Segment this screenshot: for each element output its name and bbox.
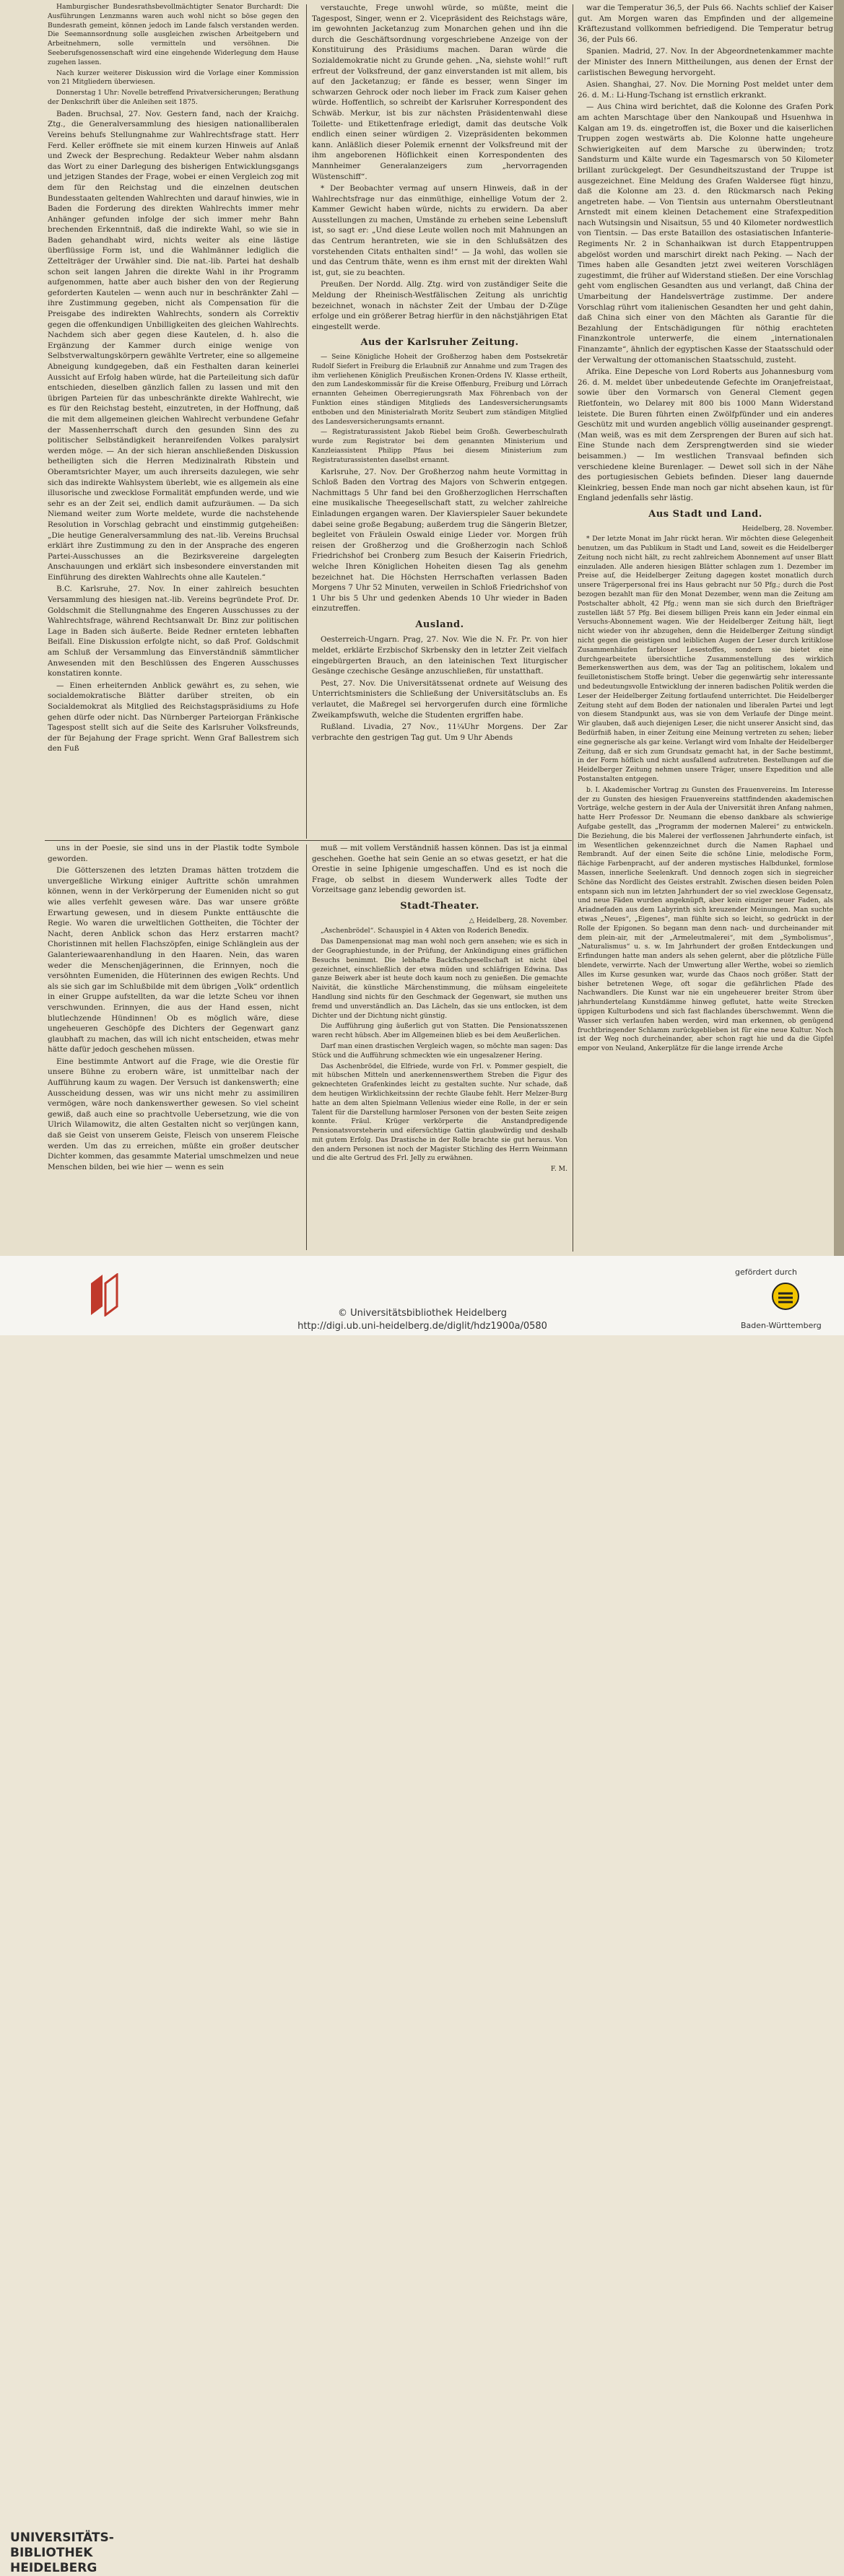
paragraph: Darf man einen drastischen Vergleich wagen, so möchte man sagen: Das Stück und die Aufführung schmeckten wie ein ungesalzener Hering. bbox=[312, 1042, 567, 1060]
section-heading: Aus der Karlsruher Zeitung. bbox=[360, 337, 519, 349]
paragraph: Das Aschenbrödel, die Elfriede, wurde von Frl. v. Pommer gespielt, die mit hübschen Mitteln und anerkennenswerthem Streben die Figur des geknechteten Grafenkindes leicht zu gestalten suchte. Nur schade, daß dem heutigen Wirklichkeitssinn der rechte Glaube fehlt. Herr Melzer-Burg hatte an dem alten Spielmann Vellenius wieder eine Rolle, in der er sein Talent für die Darstellung harmloser Personen von der besten Seite zeigen konnte. Fräul. Krüger verkörperte die Anstandpredigende Pensionatsvorsteherin und eifersüchtige Gattin glaubwürdig und deshalb mit gutem Erfolg. Das Drastische in der Rolle brachte sie gut heraus. Von den andern Personen ist noch der Magister Stichling des Herrn Weinmann und die alte Gertrud des Frl. Jelly zu erwähnen. bbox=[312, 1062, 567, 1163]
paragraph: Nach kurzer weiterer Diskussion wird die Vorlage einer Kommission von 21 Mitgliedern überwiesen. bbox=[48, 69, 299, 87]
state-coat-of-arms-icon bbox=[771, 1282, 800, 1311]
paragraph: Eine bestimmte Antwort auf die Frage, wie die Orestie für unsere Bühne zu erobern wäre, ist unmittelbar nach der Aufführung kaum zu wagen. Der Versuch ist dankenswerth; eine Ausscheidung dessen, was wir uns nicht mehr zu assimiliren vermögen, wäre noch dankenswerther gewesen. So viel scheint gewiß, daß auch eine so prachtvolle Uebersetzung, wie die von Ulrich Wilamowitz, die alten Gestalten nicht so verjüngen kann, daß sie Geist von unserem Geiste, Fleisch von unserem Fleische werden. Um das zu erreichen, müßte ein großer deutscher Dichter kommen, das gesammte Material umschmelzen und neue Menschen bilden, bei wie hier — wenn es sein bbox=[48, 1057, 299, 1171]
paragraph: verstauchte, Frege unwohl würde, so müßte, meint die Tagespost, Singer, wenn er 2. Vicepräsident des Reichstags wäre, im gewohnten Jacketanzug zum Monarchen gehen und ihn die durch die Geschäftsordnung vorgeschriebene Anzeige von der Konstituirung des Präsidiums machen. Daran würde die Sozialdemokratie nicht zu Grunde gehen. „Na, siehste wohl!“ ruft erfreut der Volksfreund, der ganz einverstanden ist mit allem, bis auf den Jacketanzug; er fände es besser, wenn Singer im schwarzen Gehrock oder noch lieber im Frack zum Kaiser gehen würde. Hoffentlich, so schreibt der Karlsruher Korrespondent des Schwäb. Merkur, ist bis zur nächsten Präsidentenwahl diese Toilette- und Etikettenfrage erledigt, damit das deutsche Volk endlich einen seiner würdigen 2. Vizepräsidenten bekommen kann. Anläßlich dieser Polemik ernennt der Volksfreund mit der ihm angeborenen Höflichkeit einen Korrespondenten des Mannheimer Generalanzeigers zum „hervorragenden Wüstenschiff“. bbox=[312, 4, 567, 181]
paragraph: uns in der Poesie, sie sind uns in der Plastik todte Symbole geworden. bbox=[48, 844, 299, 863]
column-3 bbox=[578, 3, 833, 1259]
paragraph: b. I. Akademischer Vortrag zu Gunsten des Frauenvereins. Im Interesse der zu Gunsten des hiesigen Frauenvereins stattfindenden akademischen Vorträge, welche gestern in der Aula der Universität ihren Anfang nahmen, hatte Herr Professor Dr. Neumann die ebenso dankbare als schwierige Aufgabe gestellt, das „Programm der modernen Malerei“ zu entwickeln. Die Beziehung, die bis Malerei der verflossenen Jahrhunderte einfach, ist im Wesentlichen gekennzeichnet durch die Namen Raphael und Rembrandt. Auf der einen Seite die schöne Linie, melodische Form, flächige Farbenpracht, auf der anderen mystisches Halbdunkel, formlose Massen, innerliche Seelenkraft. Und dennoch zogen sich in siegreicher Schöne das Nordlicht des Geistes erstrahlt. Zwischen diesen beiden Polen entspann sich nun im letzten Jahrhundert der so viel zwecklose Gegensatz, und neue Fäden wurden angeknüpft, aber kein einziger neuer Faden, als Ariadnefaden aus dem Labyrinth sich kreuzender Meinungen. Man suchte etwas „Neues“, „Eigenes“, man fühlte sich so leicht, so gedrückt in der Rolle der Epigonen. So begann man denn nach- und durcheinander mit dem plein-air, mit der „Armeleutmalerei“, mit dem „Symbolismus“, „Naturalismus“ u. s. w. Im Jahrhundert der großen Entdeckungen und Erfindungen hatte man anders als sehen gelernt, aber die plötzliche Fülle blendete, verwirrte. Nach der Umwertung aller Werthe, wobei so ziemlich Alles im Kurse gesunken war, wurde das Chaos noch größer. Statt der bisher betretenen Wege, oft sogar die gefährlichen Pfade des Nachwandlers. Die Kunst war nie ein ungeheuerer breiter Strom über jahrhundertelang Kunstdämme hinweg geflutet, hatte weite Strecken üppigen Kulturbodens und sich fast flachlandes überschwemmt. Wenn die Wasser sich verlaufen haben werden, wird man erkennen, ob genügend fruchtbringender Schlamm zurückgeblieben ist für eine neue Kultur. Noch ist der Weg noch durcheinander, aber schon ragt hie und da die Gipfel empor von Neuland, Ankerplätze für die lange irrende Arche bbox=[578, 785, 833, 1053]
feuilleton-divider bbox=[45, 840, 572, 841]
library-logo-icon bbox=[87, 1273, 121, 1317]
page-edge bbox=[834, 0, 844, 1256]
newspaper-page bbox=[0, 0, 844, 1256]
section-heading: Stadt-Theater. bbox=[400, 900, 479, 912]
paragraph: — Aus China wird berichtet, daß die Kolonne des Grafen Pork am achten Marschtage über den Nankoupaß und Hsuenhwa in Kalgan am 19. ds. eingetroffen ist, die Boxer und die kaiserlichen Truppen zogen westwärts ab. Die Kolonne hatte ungeheure Schwierigkeiten auf dem Marsche zu überwinden; trotz Sandsturm und Kälte wurde ein Tagesmarsch von 50 Kilometer brillant zurückgelegt. Der Gesundheitszustand der Truppe ist ausgezeichnet. Eine Meldung des Grafen Waldersee fügt hinzu, daß die Kolonne am 23. d. den Rückmarsch nach Peking angetreten habe. — Von Tientsin aus unternahm Oberstleutnant Arnstedt mit einem kleinen Detachement eine Strafexpedition nach Wutsingsin und Nisaitsun, 55 und 40 Kilometer nordwestlich von Tientsin. — Das erste Bataillon des ostasiatischen Infanterie-Regiments Nr. 2 in Schanhaikwan ist durch Etappentruppen abgelöst worden und marschirt direkt nach Peking. — Nach der Times haben alle Gesandten jetzt zwei weiteren Vorschlägen zugestimmt, die früher auf Widerstand stießen. Der eine Vorschlag geht vom englischen Gesandten aus und verlangt, daß China der Umarbeitung der Handelsverträge zustimme. Der andere Vorschlag rührt vom italienischen Gesandten her und geht dahin, daß China sich einer von den Mächten als Garantie für die Bezahlung der Entschädigungen für nöthig erachteten Finanzkontrole unterwerfe, die einem „internationalen Finanzamte“, ähnlich der egyptischen Kasse der Staatsschuld oder der Verwaltung der ottomanischen Staatsschuld, zusteht. bbox=[578, 102, 833, 364]
funded-by-label: gefördert durch bbox=[735, 1267, 798, 1277]
paragraph: muß — mit vollem Verständniß hassen können. Das ist ja einmal geschehen. Goethe hat sein Genie an so etwas gesetzt, er hat die Orestie in seine Iphigenie umgeschaffen. Und es ist noch die Frage, ob selbst in diesem Wunderwerk alles Todte der Vorzeitsage ganz lebendig geworden ist. bbox=[312, 844, 567, 895]
paragraph: B.C. Karlsruhe, 27. Nov. In einer zahlreich besuchten Versammlung des hiesigen nat.-lib. Vereins begründete Prof. Dr. Goldschmit die Stellungnahme des Engeren Ausschusses zu der Wahlrechtsfrage, während Rechtsanwalt Dr. Binz zur politischen Lage in Baden sich äußerte. Beide Redner ernteten lebhaften Beifall. Eine Diskussion erfolgte nicht, so daß Prof. Goldschmit am Schluß der Versammlung das Einverständniß sämmtlicher Anwesenden mit den Beschlüssen des Engeren Ausschusses konstatiren konnte. bbox=[48, 585, 299, 678]
signature: F. M. bbox=[550, 1165, 567, 1174]
paragraph: Das Damenpensionat mag man wohl noch gern ansehen; wie es sich in der Geographiestunde, in der Prüfung, der Ankündigung eines gräflichen Besuchs benimmt. Die lebhafte Backfischgesellschaft ist nicht übel gezeichnet, einschließlich der etwa müden und schläfrigen Edwina. Das ganze Beiwerk aber ist heute doch kaum noch zu genießen. Die gemachte Naivität, die künstliche Märchenstimmung, die mühsam eingeleitete Handlung sind nichts für den Geschmack der Gegenwart, sie muthen uns fremd und unverständlich an. Das Lächeln, das sie uns entlocken, ist dem Dichter und der Dichtung nicht günstig. bbox=[312, 938, 567, 1020]
paragraph: Die Götterszenen des letzten Dramas hätten trotzdem die unvergeßliche Wirkung einiger Auftritte schön umrahmen können, wenn in der Verkörperung der Eumeniden nicht so gut wie alles verfehlt gewesen wäre. Das war unsere größte Erwartung gewesen, und in diesem Punkte enttäuschte die Regie. Wo waren die urweltlichen Gottheiten, die Töchter der Nacht, deren Anblick schon das Herz erstarren macht? Choristinnen mit hellen Flachszöpfen, einige Schlänglein aus der Galanteriewaarenhandlung in den Haaren. Nein, das waren weder die Menschenjägerinnen, die Erinnyen, noch die versöhnten Eumeniden, die Hüterinnen des ewigen Rechts. Und als sie sich gar im Schlußbilde mit dem übrigen „Volk“ ordentlich in einer Gruppe aufstellten, da war die letzte Scheu vor ihnen verschwunden. Erinnyen, die aus der Hand essen, nicht blutlechzende Hündinnen! Ob es möglich wäre, diese ungeheueren Geschöpfe des Dichters der Gegenwart ganz glaubhaft zu machen, das will ich nicht entscheiden, etwas mehr hätte dafür jedoch geschehen müssen. bbox=[48, 866, 299, 1055]
copyright: © Universitätsbibliothek Heidelberg bbox=[337, 1308, 507, 1319]
column-2 bbox=[312, 3, 567, 839]
paragraph: Preußen. Der Nordd. Allg. Ztg. wird von zuständiger Seite die Meldung der Rheinisch-Westfälischen Zeitung als unrichtig bezeichnet, wonach in nächster Zeit der Umbau der D-Züge erfolge und ein größerer Betrag hierfür in den nächstjährigen Etat eingestellt werde. bbox=[312, 280, 567, 331]
column-divider bbox=[306, 844, 307, 1250]
column-divider bbox=[306, 4, 307, 839]
library-logo-text: UNIVERSITÄTS- BIBLIOTHEK HEIDELBERG bbox=[10, 2531, 114, 2575]
paragraph: Oesterreich-Ungarn. Prag, 27. Nov. Wie die N. Fr. Pr. von hier meldet, erklärte Erzbischof Skrbensky den in letzter Zeit vielfach eingebürgerten Brauch, an den lateinischen Text liturgischer Gesänge czechische Gesänge anzuschließen, für unstatthaft. bbox=[312, 635, 567, 676]
paragraph: Afrika. Eine Depesche von Lord Roberts aus Johannesburg vom 26. d. M. meldet über unbedeutende Gefechte im Oranjefreistaat, sowie über den Vormarsch von General Clement gegen Rietfontein, wo Delarey mit 800 bis 1000 Mann Widerstand leistete. Die Buren führten einen Zwölfpfünder und ein anderes Geschütz mit und wurden angeblich völlig auseinander gesprengt. (Man weiß, was es mit dem Zersprengen der Buren auf sich hat. Eine Stunde nach dem Zersprengtwerden sind sie wieder beisammen.) — Im westlichen Transvaal befinden sich verschiedene kleine Burenlager. — Dewet soll sich in der Nähe des portugiesischen Gebiets befinden. Dieser lang dauernde Kleinkrieg, bessen Ende man noch gar nicht absehen kaun, ist für England jedenfalls sehr lästig. bbox=[578, 367, 833, 503]
column-1 bbox=[48, 3, 299, 839]
paragraph: — Einen erheiternden Anblick gewährt es, zu sehen, wie socialdemokratische Blätter darüber streiten, ob ein Socialdemokrat als Mitglied des Reichstagspräsidiums zu Hofe gehen dürfe oder nicht. Das Nürnberger Parteiorgan Fränkische Tagespost stellt sich auf die Seite des Karlsruher Volksfreunds, der für Bejahung der Frage spricht. Wenn Graf Ballestrem sich den Fuß bbox=[48, 681, 299, 754]
paragraph: Die Aufführung ging äußerlich gut von Statten. Die Pensionatsszenen waren recht hübsch. Aber im Allgemeinen blieb es bei dem Aeußerlichen. bbox=[312, 1022, 567, 1040]
paragraph: — Seine Königliche Hoheit der Großherzog haben dem Postsekretär Rudolf Siefert in Freiburg die Erlaubniß zur Annahme und zum Tragen des ihm verliehenen Königlich Preußischen Kronen-Ordens IV. Klasse ertheilt, den zum Landeskommissär für die Kreise Offenburg, Freiburg und Lörrach ernannten Geheimen Oberregierungsrath Max Föhrenbach von der Funktion eines ständigen Mitglieds des Landesversicherungsamts entboben und den Ministerialrath Moritz Seubert zum ständigen Mitglied des Landesversicherungsamts ernannt. bbox=[312, 353, 567, 426]
dateline: Heidelberg, 28. November. bbox=[741, 524, 833, 533]
permalink[interactable]: http://digi.ub.uni-heidelberg.de/diglit/hdz1900a/0580 bbox=[297, 1321, 547, 1332]
paragraph: — Registraturassistent Jakob Riebel beim Großh. Gewerbeschulrath wurde zum Registrator bei dem genannten Ministerium und Kanzleiassistent Philipp Pfaus bei diesem Ministerium zum Registraturassistenten daselbst ernannt. bbox=[312, 428, 567, 464]
section-heading: Aus Stadt und Land. bbox=[648, 508, 762, 520]
paragraph: „Aschenbrödel“. Schauspiel in 4 Akten von Roderich Benedix. bbox=[321, 927, 529, 935]
feuilleton-column-1 bbox=[48, 843, 299, 1251]
state-label: Baden-Württemberg bbox=[741, 1321, 822, 1330]
paragraph: war die Temperatur 36,5, der Puls 66. Nachts schlief der Kaiser gut. Am Morgen waren das Empfinden und der allgemeine Kräftezustand vollkommen befriedigend. Die Temperatur betrug 36, der Puls 66. bbox=[578, 4, 833, 44]
paragraph: * Der letzte Monat im Jahr rückt heran. Wir möchten diese Gelegenheit benutzen, um das Publikum in Stadt und Land, soweit es die Heidelberger Zeitung noch nicht hält, zu recht zahlreichem Abonnement auf unser Blatt einzuladen. Alle anderen hiesigen Blätter schlagen zum 1. Dezember im Preise auf, die Heidelberger Zeitung dagegen kostet monatlich durch unsere Trägerpersonal frei ins Haus gebracht nur 50 Pfg.; durch die Post bezogen bezahlt man für den Monat Dezember, wenn man die Zeitung am Postschalter abholt, 42 Pfg.; wenn man sie sich durch den Briefträger zustellen läßt 57 Pfg. Bei diesem billigen Preis kann ein Jeder einmal ein Versuchs-Abonnement wagen. Wie der Heidelberger Zeitung hält, liegt nicht wieder von ihr abzugehen, denn die Heidelberger Zeitung sündigt nicht gegen die geistigen und leiblichen Augen der Leser durch kritiklose Zusammenhäufen farbloser Lesestoffes, sondern sie bietet eine durchgearbeitete übersichtliche Zusammenstellung des wirklich Bemerkenswerthen aus dem, was der Tag an politischem, lokalem und feuilletonistischem Stoffe bringt. Ueber die gegenwärtig sehr interessante und bedeutungsvolle Entwicklung der inneren badischen Politik werden die Leser der Heidelberger Zeitung fortlaufend unterrichtet. Die Heidelberger Zeitung steht auf dem Boden der nationalen und liberalen Partei und legt von diesem Standpunkt aus, was sie von dem Verlaufe der Dinge meint. Wir glauben, daß auch diejenigen Leser, die nicht unserer Ansicht sind, das Bedürfniß haben, in einer Zeitung eine Meinung vertreten zu sehen; lieber eine gegnerische als gar keine. Verlangt wird vom Inhalte der Heidelberger Zeitung, daß er sich zum Grundsatz gemacht hat, in der Sache bestimmt, in der Form höflich und nicht ausfallend aufzutreten. Bestellungen auf die Heidelberger Zeitung nehmen unsere Träger, unsere Expedition und alle Postanstalten entgegen. bbox=[578, 535, 833, 784]
paragraph: * Der Beobachter vermag auf unsern Hinweis, daß in der Wahlrechtsfrage nur das einmüthige, einhellige Votum der 2. Kammer Gewicht haben würde, nichts zu erwidern. Da aber Ausstellungen zu machen, Umstände zu erheben seine Lebensluft ist, so sagt er: „Und diese Leute wollen noch mit Mahnungen an das Centrum herantreten, wie sie in den Schlußsätzen des vorstehenden Citats enthalten sind!“ — Ja wohl, das wollen sie und das Centrum thäte, wenn es ihm ernst mit der direkten Wahl ist, gut, sie zu beachten. bbox=[312, 184, 567, 277]
paragraph: Asien. Shanghai, 27. Nov. Die Morning Post meldet unter dem 26. d. M.: Li-Hung-Tschang ist ernstlich erkrankt. bbox=[578, 80, 833, 100]
paragraph: Rußland. Livadia, 27 Nov., 11¼Uhr Morgens. Der Zar verbrachte den gestrigen Tag gut. Um 9 Uhr Abends bbox=[312, 722, 567, 742]
paragraph: Karlsruhe, 27. Nov. Der Großherzog nahm heute Vormittag in Schloß Baden den Vortrag des Majors von Schwerin entgegen. Nachmittags 5 Uhr fand bei den Großherzoglichen Herrschaften eine musikalische Theegesellschaft statt, zu welcher zahlreiche Einladungen ergangen waren. Der Klavierspieler Sauer bekundete dabei seine große Begabung; außerdem trug die Sängerin Bletzer, begleitet von Fräulein Oswald einige Lieder vor. Morgen früh reisen der Großherzog und die Großherzogin nach Schloß Friedrichshof bei Cronberg zum Besuch der Kaiserin Friedrich, welche Ihren Königlichen Hoheiten diesen Tag als genehm bezeichnet hat. Die Höchsten Herrschaften verlassen Baden Morgens 7 Uhr 52 Minuten, verweilen in Schloß Friedrichshof von 1 Uhr bis 5 Uhr und gedenken Abends 10 Uhr wieder in Baden einzutreffen. bbox=[312, 467, 567, 614]
dateline: △ Heidelberg, 28. November. bbox=[469, 916, 567, 925]
paragraph: Baden. Bruchsal, 27. Nov. Gestern fand, nach der Kraichg. Ztg., die Generalversammlung des hiesigen nationalliberalen Vereins behufs Stellungnahme zur Wahlrechtsfrage statt. Herr Ferd. Keller eröffnete sie mit einem kurzen Hinweis auf Anlaß und Zweck der Besprechung. Redakteur Weber nahm alsdann das Wort zu einer Darlegung des bisherigen Entwicklungsgangs und jetzigen Standes der Frage, wobei er einen Vergleich zog mit dem für den Reichstag und die einzelnen deutschen Bundesstaaten geltenden Wahlrechten und darauf hinwies, wie in Baden die Forderung des direkten Wahlrechts immer mehr Anhänger gefunden infolge der sich immer mehr Bahn brechenden Erkenntniß, daß die indirekte Wahl, so wie sie in Baden gehandhabt wird, nichts weiter als eine lästige überflüssige Form ist, und die Wahlmänner lediglich die Zettelträger der Urwähler sind. Die nat.-lib. Partei hat deshalb schon seit langen Jahren die direkte Wahl in ihr Programm aufgenommen, hatte aber auch bisher den von der Regierung geforderten Kautelen — wenn auch nur in beschränkter Zahl — ihre Zustimmung gegeben, nicht als Compensation für die Preisgabe des indirekten Wahlrechts, sondern als Correktiv gegen die offenkundigen Unbilligkeiten des gleichen Wahlrechts. Nachdem sich aber gegen diese Kautelen, d. h. also die Ergänzung der Kammer durch einige wenige von Selbstverwaltungskörpern gewählte Vertreter, eine so allgemeine Abneigung kundgegeben, daß ein Festhalten daran keinerlei Aussicht auf Erfolg haben würde, hat die Parteileitung sich dafür entschieden, dieselben gänzlich fallen zu lassen und mit den übrigen Parteien für das unbeschränkte direkte Wahlrecht, wie es für den Reichstag besteht, einzutreten, in der Hoffnung, daß die mit dem allgemeinen gleichen Wahlrecht verbundene Gefahr der Massenherrschaft durch den gesunden Sinn des zu politischer Selbständigkeit heranreifenden Volkes paralysirt werden möge. — An der sich hieran anschließenden Diskussion betheiligten sich die Herren Medizinalrath Ribstein und Oberamtsrichter Mayer, um auch ihrerseits dazulegen, wie sehr sich das indirekte Wahlsystem überlebt, wie es allgemein als eine illusorische und zwecklose Formalität empfunden werde, und wie sehr es an der Zeit sei, endlich damit aufzuräumen. — Da sich Niemand weiter zum Worte meldete, wurde die nachstehende Resolution in Vorschlag gebracht und einstimmig gutgeheißen: „Die heutige Generalversammlung des nat.-lib. Vereins Bruchsal erklärt ihre Zustimmung zu den in der Ansprache des engeren Partei-Ausschusses an die Bezirksvereine dargelegten Anschauungen und erklärt sich insbesondere einverstanden mit Einführung des direkten Wahlrechts ohne alle Kautelen.“ bbox=[48, 109, 299, 582]
paragraph: Spanien. Madrid, 27. Nov. In der Abgeordnetenkammer machte der Minister des Innern Mittheilungen, aus denen der Ernst der carlistischen Bewegung hervorgeht. bbox=[578, 47, 833, 77]
paragraph: Hamburgischer Bundesrathsbevollmächtigter Senator Burchardt: Die Ausführungen Lenzmanns waren auch wohl nicht so böse gegen den Bundesrath gemeint, können jedoch im Lande falsch verstanden werden. Die Seemannsordnung solle ausgleichen zwischen Arbeitgebern und Arbeitnehmern, solle vermitteln und versöhnen. Die Seeberufsgenossenschaft wird eine eingehende Widerlegung dem Hause zugehen lassen. bbox=[48, 3, 299, 66]
paragraph: Donnerstag 1 Uhr: Novelle betreffend Privatversicherungen; Berathung der Denkschrift über die Anleihen seit 1875. bbox=[48, 89, 299, 106]
feuilleton-column-2 bbox=[312, 843, 567, 1251]
section-heading: Ausland. bbox=[415, 619, 464, 630]
paragraph: Pest, 27. Nov. Die Universitätssenat ordnete auf Weisung des Unterrichtsministers die Schließung der Universitätsclubs an. Es verlautet, die Maßregel sei hervorgerufen durch eine förmliche Zweikampfswuth, welche die Studenten ergriffen habe. bbox=[312, 678, 567, 720]
